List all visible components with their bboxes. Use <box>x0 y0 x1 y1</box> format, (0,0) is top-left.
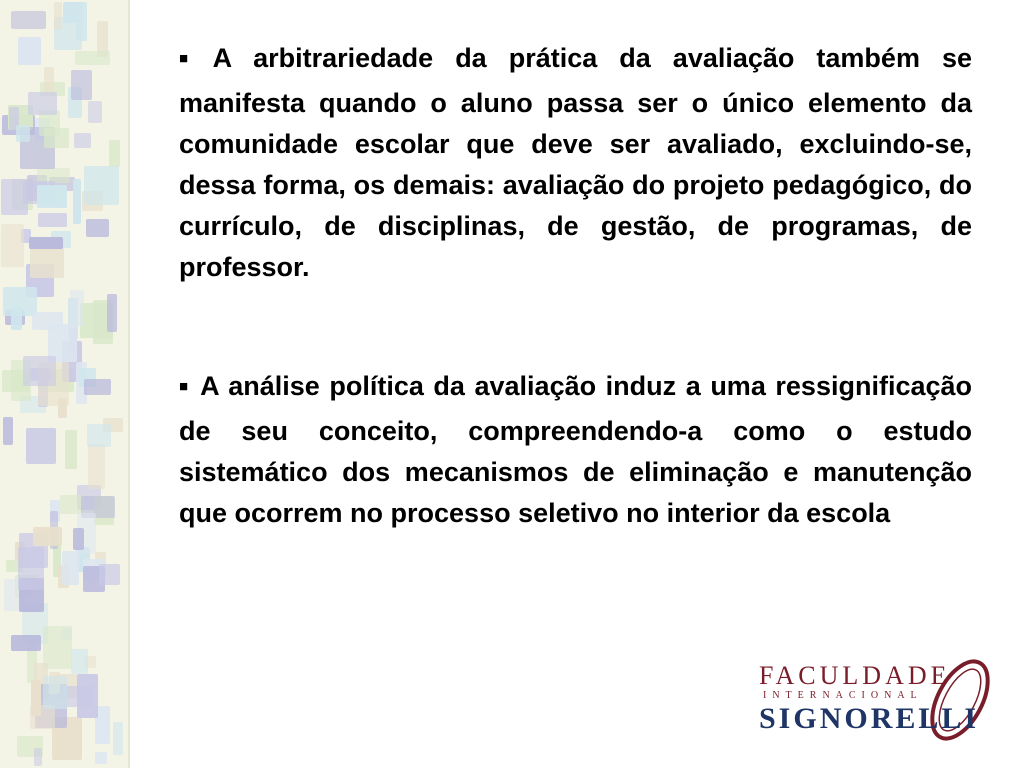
sidebar-tile <box>43 676 67 709</box>
sidebar-tile <box>26 428 56 464</box>
sidebar-tile <box>1 179 28 215</box>
sidebar-tile <box>32 312 63 330</box>
sidebar-tile <box>73 179 81 224</box>
sidebar-tile <box>31 680 41 716</box>
sidebar-tile <box>11 307 22 330</box>
sidebar-tile <box>73 528 84 550</box>
sidebar-tile <box>70 290 84 326</box>
sidebar-tile <box>3 417 13 445</box>
sidebar-tile <box>113 722 123 755</box>
square-bullet-icon: ■ <box>179 50 203 67</box>
logo-line-signorelli: SIGNORELLI <box>759 702 980 735</box>
sidebar-tile <box>84 166 119 205</box>
sidebar-tile <box>65 430 77 469</box>
sidebar-tile <box>107 294 117 332</box>
faculdade-logo <box>755 658 1005 748</box>
sidebar-tile <box>86 219 109 237</box>
sidebar-tile <box>63 2 82 23</box>
sidebar-tile <box>95 752 107 764</box>
sidebar-tile <box>34 748 42 766</box>
sidebar-tile <box>30 246 64 278</box>
sidebar-tile <box>38 213 67 227</box>
logo-line-internacional: INTERNACIONAL <box>763 690 923 701</box>
sidebar-tile <box>18 547 44 590</box>
sidebar-tile <box>37 185 67 208</box>
sidebar-tile <box>29 237 63 249</box>
sidebar-tile <box>99 564 120 585</box>
sidebar-tile <box>23 356 56 386</box>
sidebar-tile <box>11 11 46 29</box>
sidebar-tile <box>11 635 41 651</box>
paragraph-1 <box>179 38 972 288</box>
paragraph-2 <box>179 366 972 534</box>
sidebar-tile <box>62 551 79 585</box>
sidebar-tile <box>74 133 91 148</box>
paragraph-1-text: A arbitrariedade da prática da avaliação também se manifesta quando o aluno passa ser o único elemento da comunidade escolar que deve ser avaliado, excluindo-se, dessa forma, os demais: avaliação do projeto pedagógico, do currículo, de disciplinas, de gestão, de programas, de professor. <box>179 43 972 282</box>
sidebar-tile <box>109 140 120 167</box>
slide-content <box>179 38 972 534</box>
sidebar-tile <box>71 649 88 674</box>
sidebar-tile <box>43 626 72 669</box>
sidebar-tile <box>88 444 105 489</box>
sidebar-tile <box>54 736 63 760</box>
logo-line-faculdade: FACULDADE <box>759 661 951 690</box>
square-bullet-icon: ■ <box>179 378 191 395</box>
sidebar-tile <box>44 128 69 148</box>
decorative-sidebar <box>0 0 130 768</box>
sidebar-tile <box>71 70 92 100</box>
sidebar-tile <box>1 224 24 267</box>
sidebar-tile <box>87 424 111 447</box>
sidebar-tile <box>60 495 83 514</box>
paragraph-2-text: A análise política da avaliação induz a uma ressignificação de seu conceito, compreendendo-a como o estudo sistemático dos mecanismos de eliminação e manutenção que ocorrem no processo seletivo no interior da escola <box>179 371 972 528</box>
sidebar-tile <box>77 674 98 718</box>
sidebar-tile <box>54 2 62 30</box>
sidebar-tile <box>84 379 111 395</box>
sidebar-tile <box>88 101 102 123</box>
sidebar-tile <box>75 51 110 65</box>
sidebar-tile <box>16 125 30 142</box>
sidebar-tile <box>28 92 57 115</box>
sidebar-tile <box>33 527 62 546</box>
sidebar-tile <box>44 67 54 94</box>
sidebar-tile <box>18 37 41 65</box>
